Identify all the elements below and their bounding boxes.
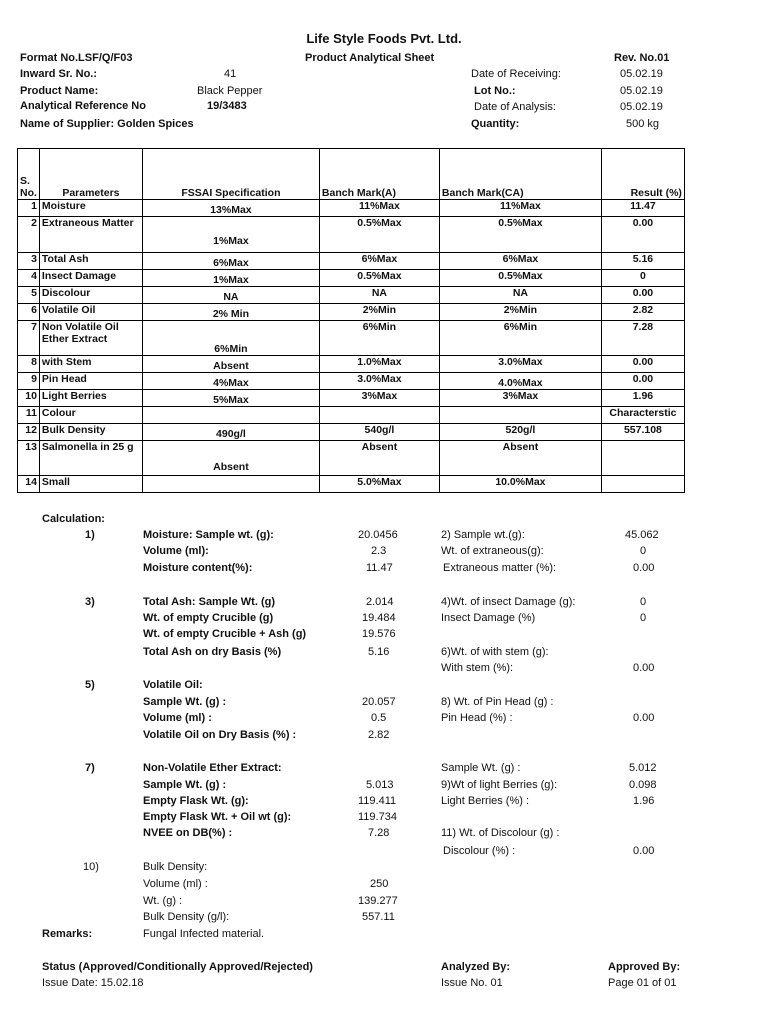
calc-num-1: 1) bbox=[85, 529, 95, 541]
crucible-value: 19.484 bbox=[362, 612, 396, 624]
row-parameter: Insect Damage bbox=[39, 270, 142, 287]
row-fssai-spec: Absent bbox=[142, 441, 319, 476]
lb-sample-value: 5.012 bbox=[629, 762, 657, 774]
row-result: 7.28 bbox=[601, 321, 684, 356]
row-sno: 14 bbox=[18, 476, 40, 493]
row-parameter: Salmonella in 25 g bbox=[39, 441, 142, 476]
row-result bbox=[601, 441, 684, 476]
row-benchmark-ca: 4.0%Max bbox=[439, 373, 601, 390]
row-result: 0.00 bbox=[601, 287, 684, 304]
nvee-value: 7.28 bbox=[368, 827, 390, 839]
pinhead-wt-label: 8) Wt. of Pin Head (g) : bbox=[441, 696, 554, 708]
row-parameter: Colour bbox=[39, 407, 142, 424]
row-benchmark-ca: 0.5%Max bbox=[439, 217, 601, 253]
sheet-title: Product Analytical Sheet bbox=[305, 52, 435, 64]
quantity-value: 500 kg bbox=[626, 118, 660, 130]
bd-volume-value: 250 bbox=[370, 878, 389, 890]
vo-dry-value: 2.82 bbox=[368, 729, 390, 741]
bd-value: 557.11 bbox=[362, 911, 395, 923]
row-fssai-spec bbox=[142, 476, 319, 493]
row-fssai-spec bbox=[142, 407, 319, 424]
ash-wt-value: 2.014 bbox=[366, 596, 394, 608]
calc-num-3: 3) bbox=[85, 596, 95, 608]
row-fssai-spec: NA bbox=[142, 287, 319, 304]
volatile-oil-label: Volatile Oil: bbox=[143, 679, 203, 691]
row-fssai-spec: 4%Max bbox=[142, 373, 319, 390]
volume-label: Volume (ml): bbox=[143, 545, 209, 557]
row-sno: 4 bbox=[18, 270, 40, 287]
row-sno: 8 bbox=[18, 356, 40, 373]
row-benchmark-ca: 10.0%Max bbox=[439, 476, 601, 493]
stem-pct-label: With stem (%): bbox=[441, 662, 514, 674]
row-benchmark-a: 0.5%Max bbox=[319, 270, 439, 287]
row-parameter: Small bbox=[39, 476, 142, 493]
nv-sample-value: 5.013 bbox=[366, 779, 394, 791]
header-fssai: FSSAI Specification bbox=[142, 149, 319, 200]
row-benchmark-ca: Absent bbox=[439, 441, 601, 476]
nv-sample-label: Sample Wt. (g) : bbox=[143, 779, 227, 791]
row-benchmark-ca: 3%Max bbox=[439, 390, 601, 407]
inward-label: Inward Sr. No.: bbox=[20, 68, 98, 80]
lb-sample-label: Sample Wt. (g) : bbox=[441, 762, 521, 774]
row-parameter: with Stem bbox=[39, 356, 142, 373]
bulk-density-title: Bulk Density: bbox=[143, 861, 208, 873]
ash-dry-value: 5.16 bbox=[368, 646, 390, 658]
row-benchmark-ca: 520g/l bbox=[439, 424, 601, 441]
row-benchmark-a: 540g/l bbox=[319, 424, 439, 441]
row-sno: 12 bbox=[18, 424, 40, 441]
table-header-row bbox=[18, 149, 685, 200]
row-benchmark-ca: 6%Min bbox=[439, 321, 601, 356]
insect-pct-label: Insect Damage (%) bbox=[441, 612, 536, 624]
moisture-content-label: Moisture content(%): bbox=[143, 562, 253, 574]
volume-value: 2.3 bbox=[371, 545, 387, 557]
bd-label: Bulk Density (g/l): bbox=[143, 911, 230, 923]
row-benchmark-ca: 11%Max bbox=[439, 200, 601, 217]
row-parameter: Non Volatile Oil Ether Extract bbox=[39, 321, 142, 356]
receiving-value: 05.02.19 bbox=[620, 68, 663, 80]
inward-value: 41 bbox=[224, 68, 237, 80]
ref-label: Analytical Reference No bbox=[20, 100, 146, 112]
product-label: Product Name: bbox=[20, 85, 99, 97]
row-sno: 3 bbox=[18, 253, 40, 270]
row-benchmark-a: 2%Min bbox=[319, 304, 439, 321]
row-fssai-spec: 6%Min bbox=[142, 321, 319, 356]
nv-flask-oil-value: 119.734 bbox=[358, 811, 397, 823]
row-sno: 13 bbox=[18, 441, 40, 476]
extraneous-pct-label: Extraneous matter (%): bbox=[443, 562, 557, 574]
format-no: Format No.LSF/Q/F03 bbox=[20, 52, 133, 64]
row-fssai-spec: Absent bbox=[142, 356, 319, 373]
row-fssai-spec: 6%Max bbox=[142, 253, 319, 270]
moisture-content-value: 11.47 bbox=[366, 562, 393, 574]
crucible-ash-value: 19.576 bbox=[362, 628, 396, 640]
row-benchmark-a: 6%Max bbox=[319, 253, 439, 270]
insect-wt-label: 4)Wt. of insect Damage (g): bbox=[441, 596, 576, 608]
bd-wt-label: Wt. (g) : bbox=[143, 895, 183, 907]
row-parameter: Extraneous Matter bbox=[39, 217, 142, 253]
header-parameters: Parameters bbox=[39, 149, 142, 200]
row-benchmark-a: NA bbox=[319, 287, 439, 304]
row-sno: 5 bbox=[18, 287, 40, 304]
table-row bbox=[18, 407, 685, 424]
analyzed-by: Analyzed By: bbox=[441, 961, 511, 973]
row-fssai-spec: 5%Max bbox=[142, 390, 319, 407]
extraneous-pct-value: 0.00 bbox=[633, 562, 655, 574]
nv-flask-oil-label: Empty Flask Wt. + Oil wt (g): bbox=[143, 811, 292, 823]
table-row bbox=[18, 441, 685, 476]
row-benchmark-ca: 0.5%Max bbox=[439, 270, 601, 287]
stem-wt-label: 6)Wt. of with stem (g): bbox=[441, 646, 549, 658]
row-benchmark-ca: NA bbox=[439, 287, 601, 304]
header-result: Result (%) bbox=[601, 149, 684, 200]
vo-volume-label: Volume (ml) : bbox=[143, 712, 212, 724]
row-fssai-spec: 490g/l bbox=[142, 424, 319, 441]
ref-value: 19/3483 bbox=[207, 100, 247, 112]
row-fssai-spec: 1%Max bbox=[142, 217, 319, 253]
nvee-label: NVEE on DB(%) : bbox=[143, 827, 233, 839]
remarks-label: Remarks: bbox=[42, 928, 93, 940]
row-benchmark-a: 3.0%Max bbox=[319, 373, 439, 390]
row-result: 2.82 bbox=[601, 304, 684, 321]
row-result: 0.00 bbox=[601, 373, 684, 390]
bd-volume-label: Volume (ml) : bbox=[143, 878, 208, 890]
r2-value: 45.062 bbox=[625, 529, 659, 541]
lb-pct-label: Light Berries (%) : bbox=[441, 795, 530, 807]
nvee-title: Non-Volatile Ether Extract: bbox=[143, 762, 282, 774]
crucible-label: Wt. of empty Crucible (g) bbox=[143, 612, 274, 624]
row-benchmark-ca: 3.0%Max bbox=[439, 356, 601, 373]
row-fssai-spec: 13%Max bbox=[142, 200, 319, 217]
remarks-value: Fungal Infected material. bbox=[143, 928, 265, 940]
row-benchmark-a: 6%Min bbox=[319, 321, 439, 356]
row-parameter: Moisture bbox=[39, 200, 142, 217]
insect-pct-value: 0 bbox=[640, 612, 647, 624]
row-benchmark-a: 11%Max bbox=[319, 200, 439, 217]
stem-pct-value: 0.00 bbox=[633, 662, 655, 674]
pinhead-pct-label: Pin Head (%) : bbox=[441, 712, 513, 724]
extraneous-wt-label: Wt. of extraneous(g): bbox=[441, 545, 544, 557]
header-sno: S. No. bbox=[18, 149, 40, 200]
table-row bbox=[18, 304, 685, 321]
row-parameter: Pin Head bbox=[39, 373, 142, 390]
page-number: Page 01 of 01 bbox=[608, 977, 677, 989]
header-bm-a: Banch Mark(A) bbox=[319, 149, 439, 200]
lb-wt-label: 9)Wt of light Berries (g): bbox=[441, 779, 558, 791]
row-parameter: Bulk Density bbox=[39, 424, 142, 441]
discolour-pct-label: Discolour (%) : bbox=[443, 845, 516, 857]
analysis-label: Date of Analysis: bbox=[474, 101, 556, 113]
row-benchmark-ca: 2%Min bbox=[439, 304, 601, 321]
row-parameter: Volatile Oil bbox=[39, 304, 142, 321]
row-sno: 1 bbox=[18, 200, 40, 217]
header-bm-ca: Banch Mark(CA) bbox=[439, 149, 601, 200]
issue-date: Issue Date: 15.02.18 bbox=[42, 977, 144, 989]
row-benchmark-a: 5.0%Max bbox=[319, 476, 439, 493]
row-fssai-spec: 2% Min bbox=[142, 304, 319, 321]
receiving-label: Date of Receiving: bbox=[471, 68, 561, 80]
row-sno: 10 bbox=[18, 390, 40, 407]
row-result: 0.00 bbox=[601, 217, 684, 253]
pinhead-pct-value: 0.00 bbox=[633, 712, 655, 724]
company-name: Life Style Foods Pvt. Ltd. bbox=[306, 31, 462, 46]
calc-num-7: 7) bbox=[85, 762, 95, 774]
row-benchmark-ca: 6%Max bbox=[439, 253, 601, 270]
row-sno: 2 bbox=[18, 217, 40, 253]
row-result bbox=[601, 476, 684, 493]
table-row bbox=[18, 356, 685, 373]
row-sno: 9 bbox=[18, 373, 40, 390]
row-result: 1.96 bbox=[601, 390, 684, 407]
ash-dry-label: Total Ash on dry Basis (%) bbox=[143, 646, 282, 658]
table-row bbox=[18, 373, 685, 390]
lb-wt-value: 0.098 bbox=[629, 779, 657, 791]
table-row bbox=[18, 287, 685, 304]
calc-title: Calculation: bbox=[42, 513, 105, 525]
lb-pct-value: 1.96 bbox=[633, 795, 655, 807]
moisture-wt-value: 20.0456 bbox=[358, 529, 398, 541]
rev-no: Rev. No.01 bbox=[614, 52, 670, 64]
table-row bbox=[18, 253, 685, 270]
product-value: Black Pepper bbox=[197, 85, 263, 97]
insect-wt-value: 0 bbox=[640, 596, 647, 608]
row-parameter: Light Berries bbox=[39, 390, 142, 407]
r2-label: 2) Sample wt.(g): bbox=[441, 529, 525, 541]
row-result: 557.108 bbox=[601, 424, 684, 441]
lot-value: 05.02.19 bbox=[620, 85, 663, 97]
row-sno: 7 bbox=[18, 321, 40, 356]
vo-volume-value: 0.5 bbox=[371, 712, 387, 724]
calc-num-10: 10) bbox=[83, 861, 99, 873]
row-sno: 11 bbox=[18, 407, 40, 424]
row-result: 0 bbox=[601, 270, 684, 287]
vo-sample-label: Sample Wt. (g) : bbox=[143, 696, 227, 708]
row-fssai-spec: 1%Max bbox=[142, 270, 319, 287]
row-sno: 6 bbox=[18, 304, 40, 321]
nv-flask-value: 119.411 bbox=[358, 795, 397, 807]
analysis-table bbox=[17, 148, 685, 493]
vo-sample-value: 20.057 bbox=[362, 696, 396, 708]
table-row bbox=[18, 200, 685, 217]
row-benchmark-a: 0.5%Max bbox=[319, 217, 439, 253]
approved-by: Approved By: bbox=[608, 961, 681, 973]
row-benchmark-ca bbox=[439, 407, 601, 424]
row-result: 0.00 bbox=[601, 356, 684, 373]
ash-wt-label: Total Ash: Sample Wt. (g) bbox=[143, 596, 275, 608]
row-parameter: Discolour bbox=[39, 287, 142, 304]
table-row bbox=[18, 270, 685, 287]
discolour-wt-label: 11) Wt. of Discolour (g) : bbox=[441, 827, 560, 839]
table-row bbox=[18, 217, 685, 253]
crucible-ash-label: Wt. of empty Crucible + Ash (g) bbox=[143, 628, 307, 640]
discolour-pct-value: 0.00 bbox=[633, 845, 655, 857]
quantity-label: Quantity: bbox=[471, 118, 520, 130]
row-benchmark-a: 1.0%Max bbox=[319, 356, 439, 373]
extraneous-wt-value: 0 bbox=[640, 545, 647, 557]
analysis-value: 05.02.19 bbox=[620, 101, 663, 113]
row-benchmark-a: Absent bbox=[319, 441, 439, 476]
row-result: 11.47 bbox=[601, 200, 684, 217]
table-row bbox=[18, 424, 685, 441]
row-benchmark-a: 3%Max bbox=[319, 390, 439, 407]
row-benchmark-a bbox=[319, 407, 439, 424]
bd-wt-value: 139.277 bbox=[358, 895, 398, 907]
row-result: Characterstic bbox=[601, 407, 684, 424]
row-result: 5.16 bbox=[601, 253, 684, 270]
lot-label: Lot No.: bbox=[474, 85, 516, 97]
issue-no: Issue No. 01 bbox=[441, 977, 503, 989]
nv-flask-label: Empty Flask Wt. (g): bbox=[143, 795, 249, 807]
calc-num-5: 5) bbox=[85, 679, 95, 691]
row-parameter: Total Ash bbox=[39, 253, 142, 270]
moisture-wt-label: Moisture: Sample wt. (g): bbox=[143, 529, 274, 541]
table-row bbox=[18, 476, 685, 493]
vo-dry-label: Volatile Oil on Dry Basis (%) : bbox=[143, 729, 297, 741]
table-row bbox=[18, 321, 685, 356]
table-row bbox=[18, 390, 685, 407]
status-label: Status (Approved/Conditionally Approved/Rejected) bbox=[42, 961, 313, 973]
supplier: Name of Supplier: Golden Spices bbox=[20, 118, 194, 130]
